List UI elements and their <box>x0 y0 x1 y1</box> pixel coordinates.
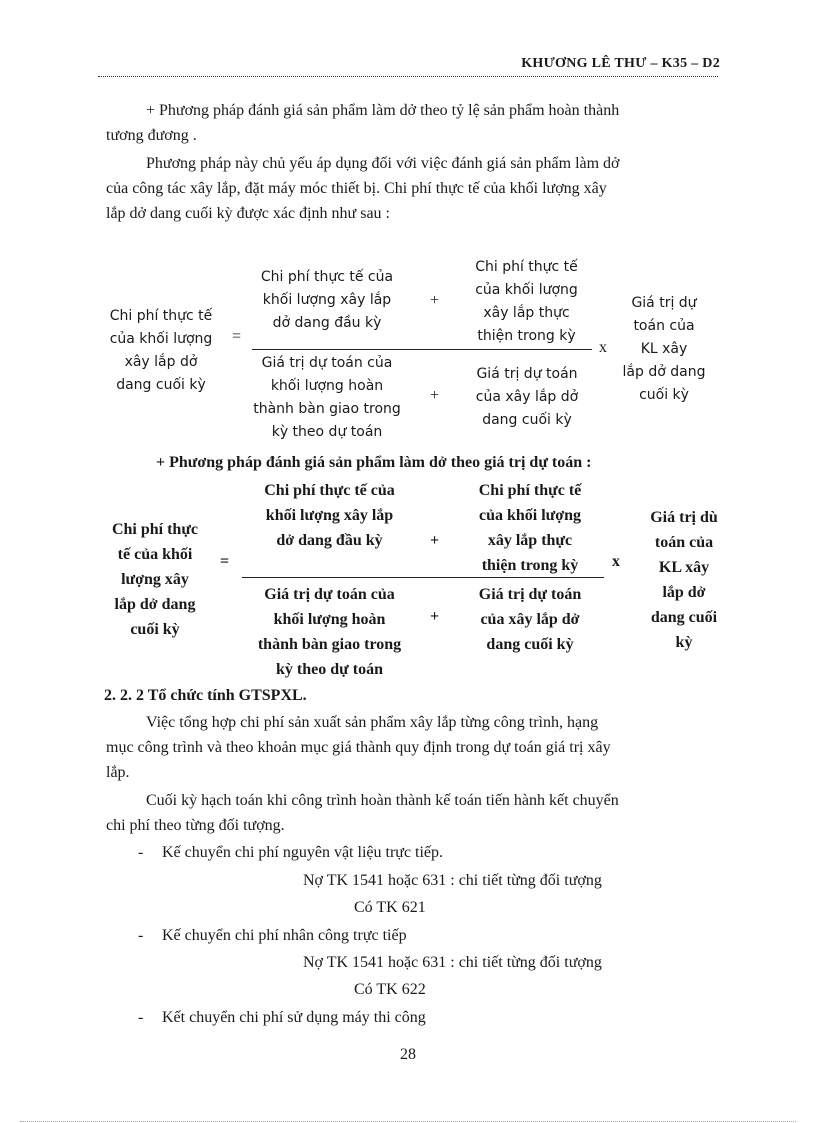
formula2-times: x <box>612 553 620 570</box>
intro-paragraph-line2: của công tác xây lắp, đặt máy móc thiết bị. Chi phí thực tế của khối lượng xây <box>106 180 607 197</box>
list-item-1-debit: Nợ TK 1541 hoặc 631 : chi tiết từng đối tượng <box>303 872 602 889</box>
section-paragraph2-line1: Cuối kỳ hạch toán khi công trình hoàn thành kế toán tiến hành kết chuyển <box>146 792 619 809</box>
formula1-rhs: Giá trị dự toán của KL xây lắp dở dang cuối kỳ <box>622 295 706 403</box>
formula1-numerator-a: Chi phí thực tế của khối lượng xây lắp dở dang đầu kỳ <box>260 269 394 331</box>
formula1-denominator-a: Giá trị dự toán của khối lượng hoàn thành bàn giao trong kỳ theo dự toán <box>253 355 401 440</box>
formula1-equals: = <box>232 328 242 345</box>
list-item-1: Kế chuyển chi phí nguyên vật liệu trực tiếp. <box>162 844 444 861</box>
formula2-numerator-a: Chi phí thực tế của khối lượng xây lắp dở dang đầu kỳ <box>264 482 395 549</box>
formula1-lhs: Chi phí thực tế của khối lượng xây lắp dở dang cuối kỳ <box>109 308 213 393</box>
section-paragraph1-line2: mục công trình và theo khoản mục giá thành quy định trong dự toán giá trị xây <box>106 739 611 756</box>
footer-divider <box>20 1121 796 1122</box>
list-item-2-debit: Nợ TK 1541 hoặc 631 : chi tiết từng đối tượng <box>303 954 602 971</box>
method1-heading-line1: + Phương pháp đánh giá sản phẩm làm dở theo tỷ lệ sản phẩm hoàn thành <box>146 102 620 119</box>
formula1-denominator-b: Giá trị dự toán của xây lắp dở dang cuối kỳ <box>475 366 579 428</box>
section-title: 2. 2. 2 Tổ chức tính GTSPXL. <box>104 687 307 704</box>
list-bullet: - <box>138 927 144 944</box>
intro-paragraph-line1: Phương pháp này chủ yếu áp dụng đối với việc đánh giá sản phẩm làm dở <box>146 155 620 172</box>
formula2-rhs: Giá trị dù toán của KL xây lắp dở dang cuối kỳ <box>650 509 718 651</box>
formula1-fraction-bar <box>252 349 592 350</box>
formula2-equals: = <box>220 553 230 570</box>
section-paragraph1-line1: Việc tổng hợp chi phí sản xuất sản phẩm xây lắp từng công trình, hạng <box>146 714 599 731</box>
intro-paragraph-line3: lắp dở dang cuối kỳ được xác định như sau : <box>106 205 390 222</box>
list-item-3: Kết chuyển chi phí sử dụng máy thi công <box>162 1009 426 1026</box>
section-paragraph1-line3: lắp. <box>106 764 130 781</box>
method2-heading: + Phương pháp đánh giá sản phẩm làm dở theo giá trị dự toán : <box>156 454 592 471</box>
formula2-fraction-bar <box>242 577 604 578</box>
list-item-2-credit: Có TK 622 <box>354 981 426 998</box>
formula2-numerator-b: Chi phí thực tế của khối lượng xây lắp thực thiện trong kỳ <box>478 482 582 574</box>
formula2-denominator-b: Giá trị dự toán của xây lắp dở dang cuối kỳ <box>478 586 582 653</box>
page-number: 28 <box>400 1046 416 1063</box>
list-bullet: - <box>138 1009 144 1026</box>
method1-heading-line2: tương đương . <box>106 127 197 144</box>
formula1-denominator-plus: + <box>430 387 440 404</box>
formula2-lhs: Chi phí thực tế của khối lượng xây lắp dở dang cuối kỳ <box>111 521 199 638</box>
formula1-numerator-b: Chi phí thực tế của khối lượng xây lắp thực thiện trong kỳ <box>475 259 578 344</box>
list-item-2: Kế chuyển chi phí nhân công trực tiếp <box>162 927 407 944</box>
formula2-denominator-a: Giá trị dự toán của khối lượng hoàn thành bàn giao trong kỳ theo dự toán <box>257 586 402 678</box>
formula2-numerator-plus: + <box>430 532 440 549</box>
formula2-denominator-plus: + <box>430 608 440 625</box>
list-item-1-credit: Có TK 621 <box>354 899 426 916</box>
formula1-times: x <box>599 339 607 356</box>
formula1-numerator-plus: + <box>430 292 440 309</box>
running-header: KHƯƠNG LÊ THƯ – K35 – D2 <box>521 56 720 71</box>
section-paragraph2-line2: chi phí theo từng đối tượng. <box>106 817 285 834</box>
list-bullet: - <box>138 844 144 861</box>
header-divider <box>98 76 718 77</box>
